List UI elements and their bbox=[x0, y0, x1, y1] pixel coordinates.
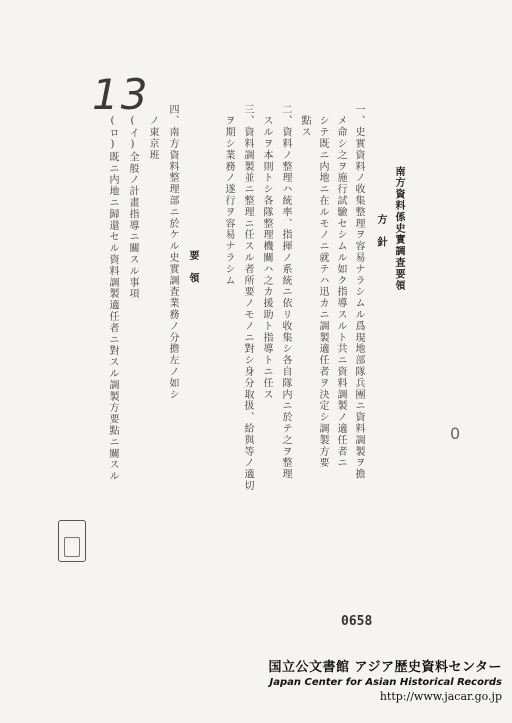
text-column: メ命シ之ヲ施行試驗セシムル如ク指導スルト共ニ資料調製ノ適任者ニ bbox=[335, 104, 346, 469]
text-column: 四、南方資料整理部ニ於ケル史實調査業務ノ分擔左ノ如シ bbox=[167, 104, 178, 401]
text-column: (イ)全般ノ計畫指導ニ關スル事項 bbox=[127, 104, 138, 300]
page-number: 0658 bbox=[341, 614, 373, 629]
archive-stamp bbox=[58, 520, 86, 562]
text-column: 點ス bbox=[299, 104, 310, 139]
text-column: 二、資料ノ整理ハ統率、指揮ノ系統ニ依リ收集シ各自隊内ニ於テ之ヲ整理 bbox=[280, 104, 291, 481]
text-column: シテ既ニ内地ニ在ルモノニ就テハ迅カニ調製適任者ヲ決定シ調製方要 bbox=[317, 104, 328, 469]
text-column: 三、資料調製並ニ整理ニ任スル者所要ノモノニ對シ身分取扱、給與等ノ適切 bbox=[242, 104, 253, 492]
text-column: ノ東京班 bbox=[147, 104, 158, 161]
section-heading-policy: 方 針 bbox=[375, 214, 386, 249]
stamp-seal-icon bbox=[64, 537, 80, 557]
document-title: 南方資料係史實調査要領 bbox=[393, 166, 404, 292]
footer-org-jp: 国立公文書館 アジア歴史資料センター bbox=[268, 660, 502, 675]
text-column: 一、史實資料ノ收集整理ヲ容易ナラシムル爲現地部隊兵團ニ資料調製ヲ擔 bbox=[353, 104, 364, 481]
text-column: スルヲ本則トシ各隊整理機關ハ之カ援助ト指導トニ任ス bbox=[261, 104, 272, 401]
footer-org-en: Japan Center for Asian Historical Records bbox=[269, 677, 502, 688]
text-column: (ロ)既ニ内地ニ歸還セル資料調製適任者ニ對スル調製方要點ニ關スル bbox=[107, 104, 118, 483]
handwritten-page-mark: 13 bbox=[92, 70, 150, 119]
footer-credit bbox=[269, 656, 503, 703]
text-column: ヲ期シ業務ノ遂行ヲ容易ナラシム bbox=[223, 104, 234, 287]
footer-url: http://www.jacar.go.jp bbox=[379, 690, 502, 703]
section-heading-procedure: 要 領 bbox=[187, 250, 198, 285]
margin-mark: 0 bbox=[450, 424, 461, 443]
